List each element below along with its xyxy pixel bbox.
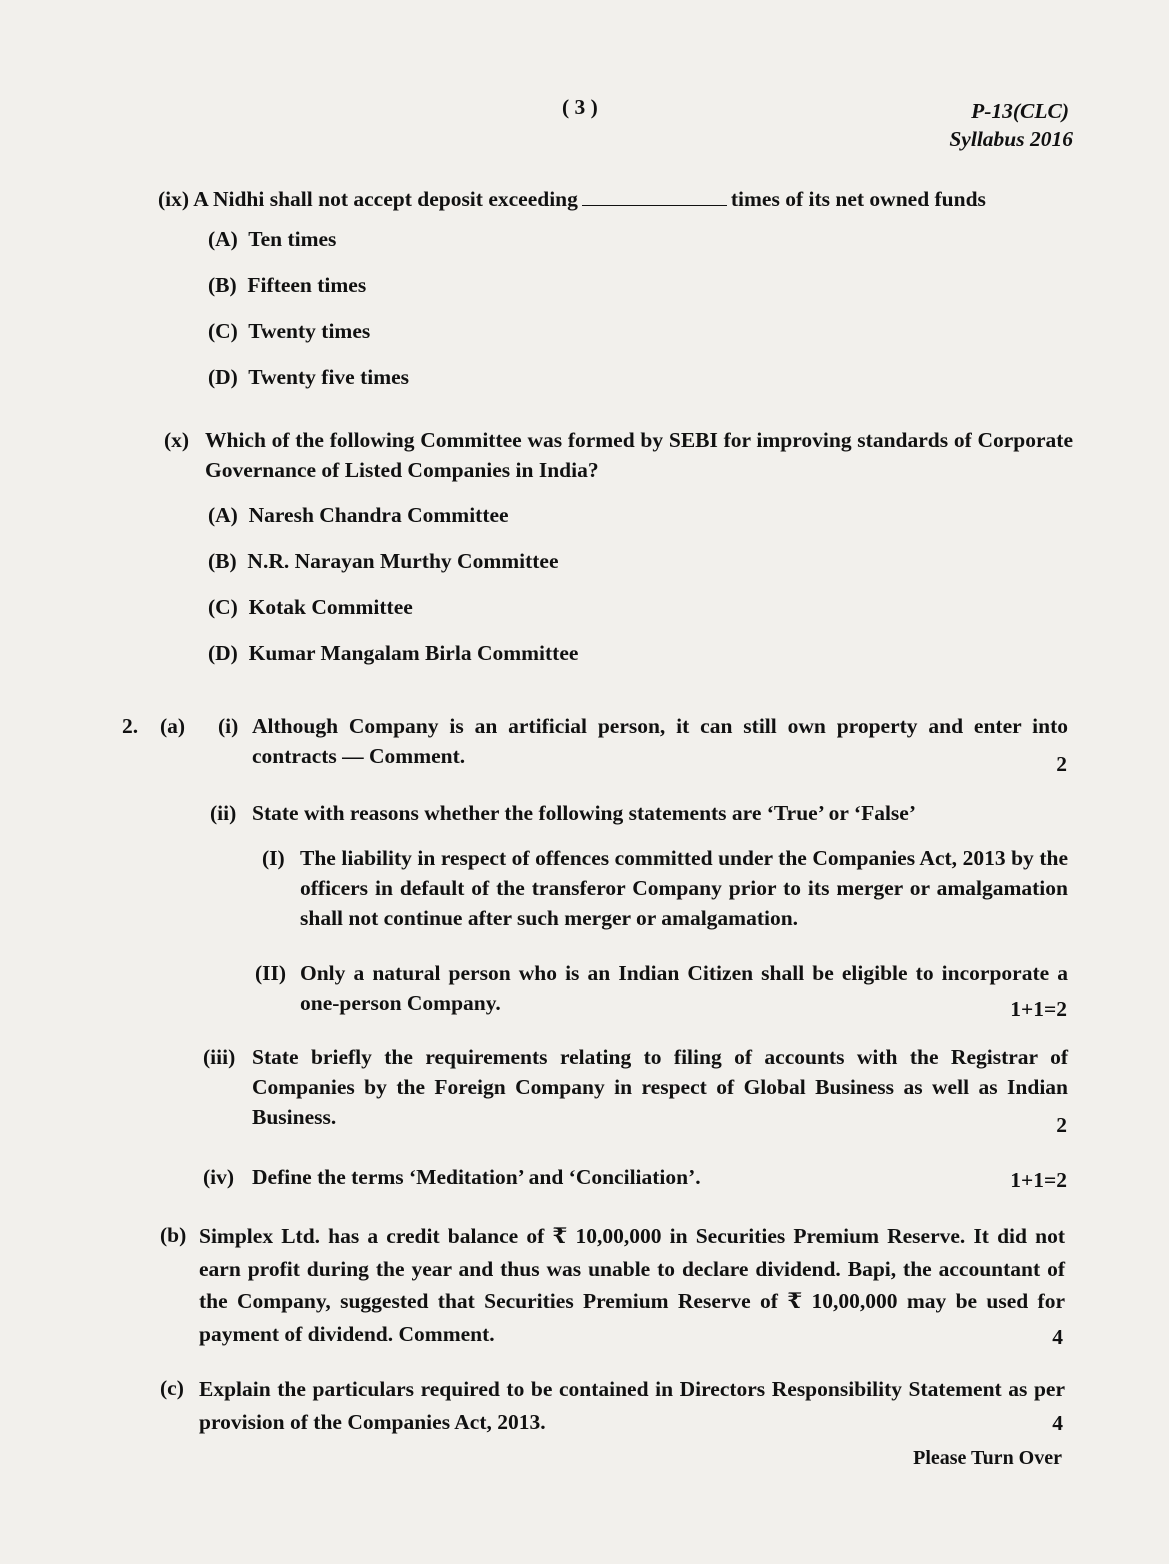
- option-ix-b: (B) Fifteen times: [208, 273, 367, 297]
- question-2b-text: Simplex Ltd. has a credit balance of ₹ 10,00,000 in Securities Premium Reserve. It did not earn profit during the year and thus was unable to declare dividend. Bapi, the accountant of the Company, suggested that Securities Premium Reserve of ₹ 10,00,000 may be used for payment of dividend. Comment.: [199, 1224, 1065, 1346]
- please-turn-over: Please Turn Over: [913, 1447, 1062, 1469]
- subq-ii-marks: 1+1=2: [1010, 997, 1067, 1021]
- question-2a-label: (a): [160, 714, 186, 738]
- subq-ii-text: State with reasons whether the following statements are ‘True’ or ‘False’: [252, 801, 917, 825]
- question-ix: [158, 184, 1073, 214]
- subq-ii-label: (ii): [210, 801, 237, 825]
- fill-blank: [582, 187, 727, 206]
- option-x-d: (D) Kumar Mangalam Birla Committee: [208, 641, 579, 665]
- option-ix-a: (A) Ten times: [208, 227, 337, 251]
- subq-i-label: (i): [218, 714, 239, 738]
- question-text-after-blank: times of its net owned funds: [730, 187, 986, 211]
- question-x-text: Which of the following Committee was formed by SEBI for improving standards of Corporate Governance of Listed Companies in India?: [205, 428, 1073, 482]
- subq-iii-text: State briefly the requirements relating to filing of accounts with the Registrar of Companies by the Foreign Company in respect of Global Business as well as Indian Business.: [252, 1045, 1068, 1129]
- question-2c-marks: 4: [1052, 1411, 1063, 1435]
- subq-iv-label: (iv): [203, 1165, 235, 1189]
- subq-ii-II-text: Only a natural person who is an Indian Citizen shall be eligible to incorporate a one-person Company.: [300, 961, 1068, 1015]
- option-ix-c: (C) Twenty times: [208, 319, 371, 343]
- question-2-number: 2.: [122, 714, 139, 738]
- subq-iv-text: Define the terms ‘Meditation’ and ‘Conciliation’.: [252, 1165, 701, 1189]
- question-2c-label: (c): [160, 1376, 184, 1400]
- page-number: ( 3 ): [562, 95, 598, 119]
- question-2b-label: (b): [160, 1223, 187, 1247]
- question-x-number: (x): [164, 428, 190, 452]
- question-2c-text: Explain the particulars required to be contained in Directors Responsibility Statement as per provision of the Companies Act, 2013.: [199, 1377, 1065, 1434]
- subq-ii-I-text: The liability in respect of offences committed under the Companies Act, 2013 by the officers in default of the transferor Company prior to its merger or amalgamation shall not continue after such merger or amalgamation.: [300, 846, 1068, 930]
- option-x-a: (A) Naresh Chandra Committee: [208, 503, 509, 527]
- subq-iii-marks: 2: [1056, 1113, 1067, 1137]
- question-number: (ix): [158, 187, 190, 211]
- subq-iii-label: (iii): [203, 1045, 236, 1069]
- subq-iv-marks: 1+1=2: [1010, 1168, 1067, 1192]
- option-x-b: (B) N.R. Narayan Murthy Committee: [208, 549, 559, 573]
- subq-i-marks: 2: [1056, 752, 1067, 776]
- subq-ii-I-label: (I): [262, 846, 285, 870]
- question-text-before-blank: A Nidhi shall not accept deposit exceeding: [193, 187, 578, 211]
- paper-code: P-13(CLC): [971, 99, 1069, 123]
- option-x-c: (C) Kotak Committee: [208, 595, 413, 619]
- option-ix-d: (D) Twenty five times: [208, 365, 410, 389]
- subq-i-text: Although Company is an artificial person, it can still own property and enter into contracts — Comment.: [252, 714, 1068, 768]
- question-2b-marks: 4: [1052, 1325, 1063, 1349]
- syllabus-label: Syllabus 2016: [949, 127, 1073, 151]
- subq-ii-II-label: (II): [255, 961, 287, 985]
